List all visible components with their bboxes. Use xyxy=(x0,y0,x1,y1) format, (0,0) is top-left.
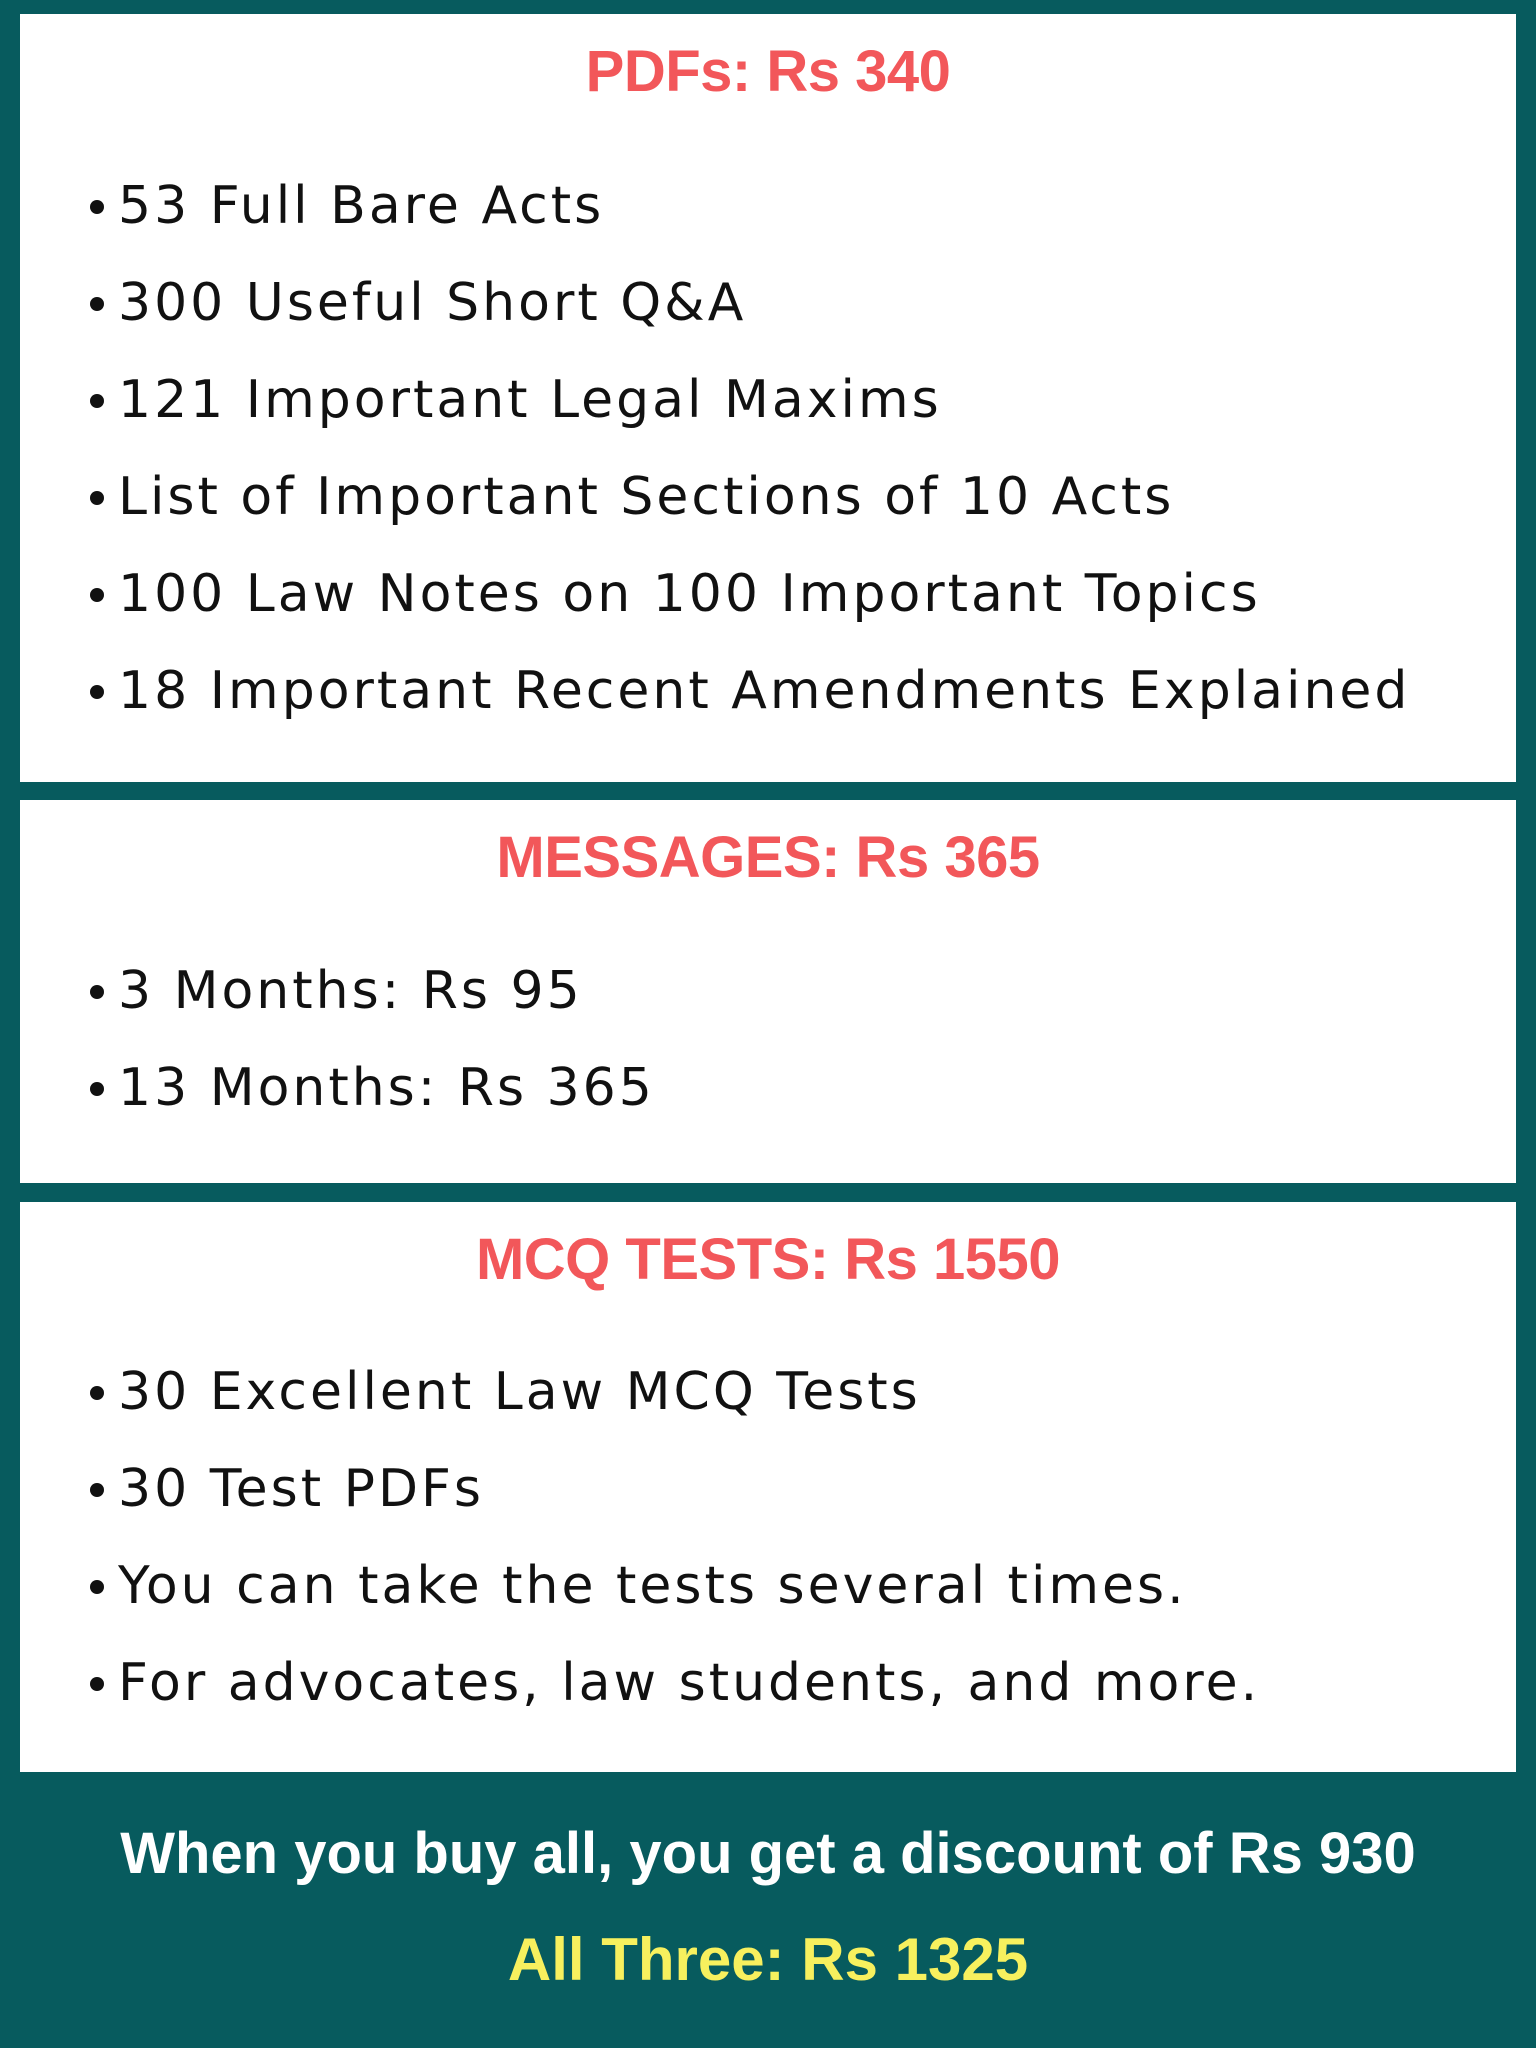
list-item-text: 121 Important Legal Maxims xyxy=(118,370,942,430)
bullet-icon xyxy=(90,685,104,699)
list-item xyxy=(90,352,1496,449)
bullet-icon xyxy=(90,297,104,311)
list-item-text: 30 Excellent Law MCQ Tests xyxy=(118,1362,921,1422)
list-item xyxy=(90,1635,1496,1732)
list-item xyxy=(90,546,1496,643)
mcq-tests-title: MCQ TESTS: Rs 1550 xyxy=(475,1227,1061,1292)
mcq-tests-list xyxy=(90,1344,1496,1732)
pdfs-title: PDFs: Rs 340 xyxy=(585,39,951,104)
bundle-price: All Three: Rs 1325 xyxy=(507,1926,1029,1993)
list-item-text: For advocates, law students, and more. xyxy=(118,1653,1261,1713)
messages-card xyxy=(20,800,1516,1183)
list-item-text: 300 Useful Short Q&A xyxy=(118,273,747,333)
list-item xyxy=(90,158,1496,255)
bullet-icon xyxy=(90,1580,104,1594)
list-item xyxy=(90,1040,1496,1137)
bullet-icon xyxy=(90,1677,104,1691)
messages-title: MESSAGES: Rs 365 xyxy=(496,825,1040,890)
list-item xyxy=(90,1344,1496,1441)
bullet-icon xyxy=(90,985,104,999)
bullet-icon xyxy=(90,491,104,505)
list-item xyxy=(90,449,1496,546)
bullet-icon xyxy=(90,394,104,408)
list-item xyxy=(90,943,1496,1040)
bullet-icon xyxy=(90,588,104,602)
list-item-text: You can take the tests several times. xyxy=(118,1556,1187,1616)
pdfs-list xyxy=(90,158,1496,740)
list-item xyxy=(90,643,1496,740)
list-item-text: 18 Important Recent Amendments Explained xyxy=(118,661,1411,721)
list-item xyxy=(90,255,1496,352)
list-item xyxy=(90,1441,1496,1538)
list-item-text: 13 Months: Rs 365 xyxy=(118,1058,655,1118)
messages-list xyxy=(90,943,1496,1137)
list-item-text: 30 Test PDFs xyxy=(118,1459,485,1519)
list-item-text: List of Important Sections of 10 Acts xyxy=(118,467,1175,527)
bullet-icon xyxy=(90,1483,104,1497)
mcq-tests-card xyxy=(20,1202,1516,1772)
list-item-text: 53 Full Bare Acts xyxy=(118,176,605,236)
pdfs-card xyxy=(20,14,1516,782)
bullet-icon xyxy=(90,1082,104,1096)
bullet-icon xyxy=(90,1386,104,1400)
list-item-text: 100 Law Notes on 100 Important Topics xyxy=(118,564,1261,624)
bullet-icon xyxy=(90,200,104,214)
discount-text: When you buy all, you get a discount of Rs 930 xyxy=(120,1821,1416,1886)
list-item-text: 3 Months: Rs 95 xyxy=(118,961,583,1021)
list-item xyxy=(90,1538,1496,1635)
